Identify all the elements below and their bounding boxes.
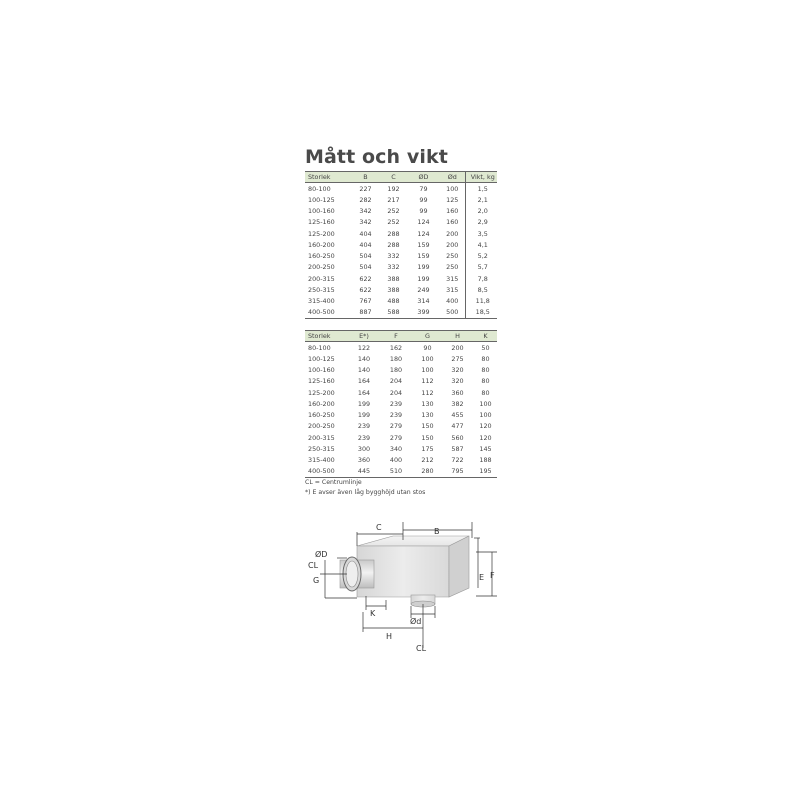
table-row	[305, 365, 497, 376]
dimension-labels	[308, 523, 495, 653]
cell-f: 204	[389, 388, 403, 397]
cell-c: 252	[387, 218, 400, 227]
cell-storlek: 200-315	[308, 433, 335, 442]
cell-vikt: 1,5	[465, 183, 497, 195]
table-row	[305, 262, 497, 273]
cell-k: 80	[481, 388, 490, 397]
table-row	[305, 206, 497, 217]
column-header-h: H	[441, 331, 471, 342]
cell-g: 130	[421, 399, 434, 408]
column-header-e: E*)	[347, 331, 378, 342]
cell-e: 445	[357, 467, 371, 476]
cell-storlek: 250-315	[308, 444, 335, 453]
cell-od-large: 99	[419, 195, 428, 204]
cell-storlek: 315-400	[308, 297, 335, 306]
cell-f: 180	[389, 354, 403, 363]
cell-e: 239	[357, 422, 371, 431]
cell-storlek: 160-250	[308, 411, 335, 420]
cell-e: 164	[357, 388, 371, 397]
label-cl-bottom: CL	[416, 644, 427, 653]
cell-h: 320	[451, 366, 464, 375]
note-centrumlinje: CL = Centrumlinje	[305, 479, 362, 486]
cell-b: 282	[359, 195, 372, 204]
cell-c: 217	[387, 195, 400, 204]
table-row	[305, 376, 497, 387]
cell-c: 488	[387, 297, 400, 306]
table-row	[305, 410, 497, 421]
cell-f: 400	[389, 456, 403, 465]
table-row	[305, 398, 497, 409]
cell-od-large: 79	[419, 184, 428, 193]
cell-g: 175	[421, 444, 434, 453]
cell-b: 887	[359, 308, 372, 317]
outlet-spigot	[411, 595, 435, 607]
cell-od-large: 124	[417, 229, 430, 238]
cell-h: 722	[451, 456, 464, 465]
cell-vikt: 2,1	[465, 194, 497, 205]
table-row	[305, 296, 497, 307]
cell-od-large: 399	[417, 308, 430, 317]
cell-storlek: 400-500	[308, 308, 335, 317]
cell-storlek: 100-160	[308, 366, 335, 375]
cell-c: 388	[387, 274, 400, 283]
label-b: B	[434, 527, 440, 536]
label-od-large: ØD	[315, 550, 328, 559]
cell-k: 195	[479, 467, 492, 476]
cell-b: 342	[359, 207, 372, 216]
cell-e: 360	[357, 456, 371, 465]
cell-e: 199	[357, 411, 371, 420]
label-cl-left: CL	[308, 561, 319, 570]
cell-vikt: 4,1	[465, 239, 497, 250]
column-header-f: F	[378, 331, 411, 342]
cell-g: 112	[421, 377, 434, 386]
cell-k: 80	[481, 377, 490, 386]
cell-storlek: 125-160	[308, 218, 335, 227]
cell-g: 130	[421, 411, 434, 420]
cell-g: 90	[423, 343, 432, 352]
column-header-storlek: Storlek	[305, 331, 347, 342]
cell-f: 279	[389, 433, 403, 442]
table-row	[305, 217, 497, 228]
cell-storlek: 100-125	[308, 354, 335, 363]
inlet-pipe	[340, 557, 374, 591]
cell-h: 587	[451, 444, 464, 453]
column-header-vikt: Vikt, kg	[465, 172, 497, 183]
table-row	[305, 455, 497, 466]
column-header-storlek: Storlek	[305, 172, 351, 183]
cell-od-large: 249	[417, 285, 430, 294]
cell-od-large: 314	[417, 297, 430, 306]
cell-b: 342	[359, 218, 372, 227]
cell-c: 332	[387, 263, 400, 272]
cell-k: 100	[479, 411, 492, 420]
cell-b: 404	[359, 240, 372, 249]
column-header-g: G	[411, 331, 441, 342]
cell-h: 200	[451, 343, 464, 352]
cell-k: 50	[481, 343, 490, 352]
label-e: E	[479, 573, 485, 582]
cell-od-small: 315	[446, 285, 459, 294]
cell-h: 320	[451, 377, 464, 386]
cell-e: 164	[357, 377, 371, 386]
cell-h: 455	[451, 411, 464, 420]
table-row	[305, 443, 497, 454]
table-header-row	[305, 172, 497, 183]
cell-storlek: 160-250	[308, 252, 335, 261]
cell-c: 588	[387, 308, 400, 317]
table-row	[305, 421, 497, 432]
label-g: G	[313, 576, 320, 585]
cell-e: 239	[357, 433, 371, 442]
cell-c: 332	[387, 252, 400, 261]
cell-storlek: 250-315	[308, 285, 335, 294]
cell-b: 504	[359, 252, 372, 261]
dimensions-table-1	[305, 171, 497, 319]
label-c: C	[376, 523, 382, 532]
column-header-b: B	[351, 172, 377, 183]
cell-storlek: 80-100	[308, 343, 331, 352]
note-footnote: *) E avser även låg bygghöjd utan stos	[305, 489, 426, 496]
cell-g: 212	[421, 456, 434, 465]
cell-od-large: 199	[417, 263, 430, 272]
cell-c: 192	[387, 184, 400, 193]
cell-storlek: 125-200	[308, 229, 335, 238]
cell-storlek: 315-400	[308, 456, 335, 465]
cell-f: 180	[389, 366, 403, 375]
cell-h: 382	[451, 399, 464, 408]
cell-od-small: 160	[446, 218, 459, 227]
cell-vikt: 8,5	[465, 284, 497, 295]
table-row	[305, 466, 497, 478]
cell-f: 239	[389, 411, 403, 420]
cell-g: 280	[421, 467, 434, 476]
cell-f: 204	[389, 377, 403, 386]
cell-vikt: 7,8	[465, 273, 497, 284]
table-row	[305, 353, 497, 364]
cell-c: 388	[387, 285, 400, 294]
table-row	[305, 239, 497, 250]
cell-vikt: 5,2	[465, 251, 497, 262]
cell-k: 80	[481, 366, 490, 375]
label-k: K	[370, 609, 376, 618]
cell-g: 150	[421, 422, 434, 431]
label-f: F	[490, 571, 495, 580]
cell-storlek: 160-200	[308, 399, 335, 408]
table-header-row	[305, 331, 497, 342]
cell-od-small: 500	[446, 308, 459, 317]
column-header-c: C	[377, 172, 407, 183]
cell-f: 510	[389, 467, 403, 476]
cell-storlek: 200-250	[308, 422, 335, 431]
cell-h: 275	[451, 354, 464, 363]
cell-vikt: 18,5	[465, 307, 497, 319]
page-title: Mått och vikt	[305, 146, 448, 168]
cell-c: 288	[387, 229, 400, 238]
dimension-lines	[320, 522, 497, 648]
dimensions-table-2	[305, 330, 497, 478]
cell-vikt: 2,0	[465, 206, 497, 217]
cell-g: 150	[421, 433, 434, 442]
cell-b: 404	[359, 229, 372, 238]
cell-h: 360	[451, 388, 464, 397]
table-row	[305, 342, 497, 354]
table-row	[305, 183, 497, 195]
cell-f: 279	[389, 422, 403, 431]
column-header-od-large: ØD	[407, 172, 437, 183]
cell-od-small: 125	[446, 195, 459, 204]
cell-od-large: 99	[419, 207, 428, 216]
cell-h: 560	[451, 433, 464, 442]
cell-storlek: 125-200	[308, 388, 335, 397]
cell-e: 300	[357, 444, 371, 453]
cell-storlek: 200-315	[308, 274, 335, 283]
cell-e: 140	[357, 354, 371, 363]
cell-vikt: 5,7	[465, 262, 497, 273]
cell-e: 122	[357, 343, 371, 352]
cell-e: 199	[357, 399, 371, 408]
cell-od-small: 160	[446, 207, 459, 216]
cell-f: 162	[389, 343, 403, 352]
table-row	[305, 251, 497, 262]
cell-od-small: 400	[446, 297, 459, 306]
label-od-small: Ød	[410, 617, 422, 626]
cell-od-small: 250	[446, 252, 459, 261]
cell-storlek: 400-500	[308, 467, 335, 476]
cell-vikt: 11,8	[465, 296, 497, 307]
table-row	[305, 387, 497, 398]
cell-od-large: 199	[417, 274, 430, 283]
cell-g: 100	[421, 366, 434, 375]
table-row	[305, 432, 497, 443]
cell-storlek: 100-160	[308, 207, 335, 216]
cell-od-small: 200	[446, 229, 459, 238]
cell-f: 340	[389, 444, 403, 453]
cell-storlek: 200-250	[308, 263, 335, 272]
cell-c: 288	[387, 240, 400, 249]
cell-k: 145	[479, 444, 492, 453]
table-row	[305, 273, 497, 284]
cell-c: 252	[387, 207, 400, 216]
cell-od-small: 315	[446, 274, 459, 283]
column-header-od-small: Ød	[437, 172, 465, 183]
cell-od-large: 124	[417, 218, 430, 227]
cell-od-small: 100	[446, 184, 459, 193]
cell-g: 100	[421, 354, 434, 363]
cell-vikt: 2,9	[465, 217, 497, 228]
cell-od-small: 250	[446, 263, 459, 272]
cell-k: 80	[481, 354, 490, 363]
cell-e: 140	[357, 366, 371, 375]
cell-k: 120	[479, 433, 492, 442]
cell-k: 100	[479, 399, 492, 408]
cell-h: 477	[451, 422, 464, 431]
label-h: H	[386, 632, 393, 641]
cell-od-small: 200	[446, 240, 459, 249]
table-row	[305, 307, 497, 319]
cell-g: 112	[421, 388, 434, 397]
table-row	[305, 228, 497, 239]
cell-od-large: 159	[417, 252, 430, 261]
cell-b: 622	[359, 285, 372, 294]
cell-f: 239	[389, 399, 403, 408]
cell-k: 188	[479, 456, 492, 465]
cell-storlek: 80-100	[308, 184, 331, 193]
column-header-k: K	[471, 331, 497, 342]
table-row	[305, 284, 497, 295]
table-row	[305, 194, 497, 205]
cell-storlek: 100-125	[308, 195, 335, 204]
cell-b: 767	[359, 297, 372, 306]
plenum-box	[357, 536, 469, 597]
cell-h: 795	[451, 467, 464, 476]
cell-storlek: 160-200	[308, 240, 335, 249]
cell-k: 120	[479, 422, 492, 431]
cell-b: 227	[359, 184, 372, 193]
cell-storlek: 125-160	[308, 377, 335, 386]
cell-b: 504	[359, 263, 372, 272]
cell-vikt: 3,5	[465, 228, 497, 239]
cell-b: 622	[359, 274, 372, 283]
cell-od-large: 159	[417, 240, 430, 249]
